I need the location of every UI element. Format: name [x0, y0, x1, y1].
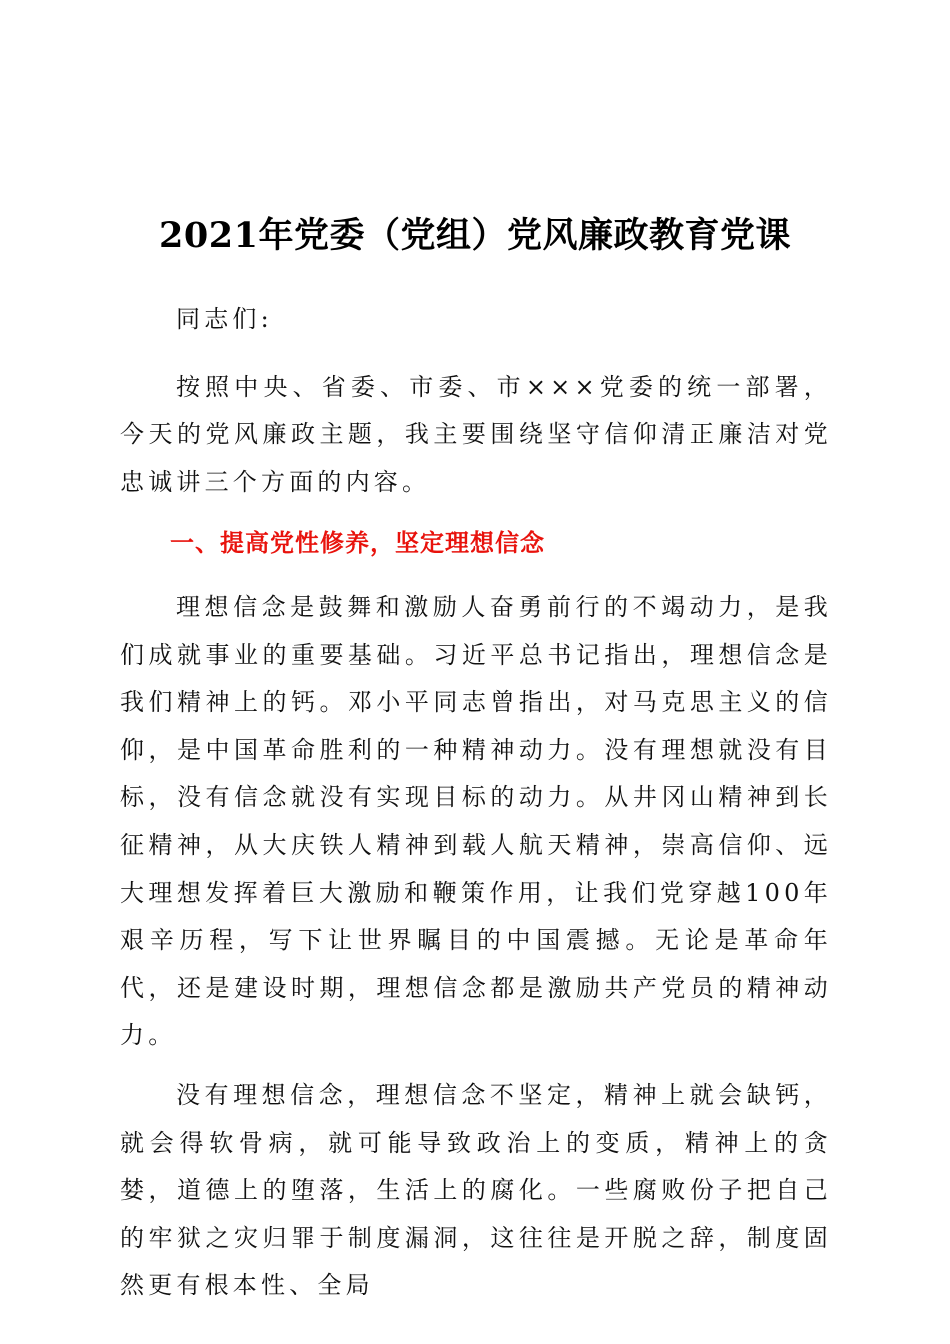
- salutation: 同志们:: [176, 305, 273, 333]
- document-title: 2021年党委（党组）党风廉政教育党课: [159, 215, 791, 256]
- intro-paragraph: 按照中央、省委、市委、市×××党委的统一部署，今天的党风廉政主题，我主要围绕坚守信仰清正廉洁对党忠诚讲三个方面的内容。: [120, 372, 832, 496]
- document-body: [120, 296, 832, 1310]
- body-paragraph-1: 理想信念是鼓舞和激励人奋勇前行的不竭动力，是我们成就事业的重要基础。习近平总书记指出，理想信念是我们精神上的钙。邓小平同志曾指出，对马克思主义的信仰，是中国革命胜利的一种精神动力。没有理想就没有目标，没有信念就没有实现目标的动力。从井冈山精神到长征精神，从大庆铁人精神到载人航天精神，崇高信仰、远大理想发挥着巨大激励和鞭策作用，让我们党穿越100年艰辛历程，写下让世界瞩目的中国震撼。无论是革命年代，还是建设时期，理想信念都是激励共产党员的精神动力。: [120, 592, 832, 1050]
- section-heading-1: 一、提高党性修养，坚定理想信念: [170, 529, 545, 558]
- body-paragraph-2: 没有理想信念，理想信念不坚定，精神上就会缺钙，就会得软骨病，就可能导致政治上的变质，精神上的贪婪，道德上的堕落，生活上的腐化。一些腐败份子把自己的牢狱之灾归罪于制度漏洞，这往往是开脱之辞，制度固然更有根本性、全局: [120, 1080, 832, 1300]
